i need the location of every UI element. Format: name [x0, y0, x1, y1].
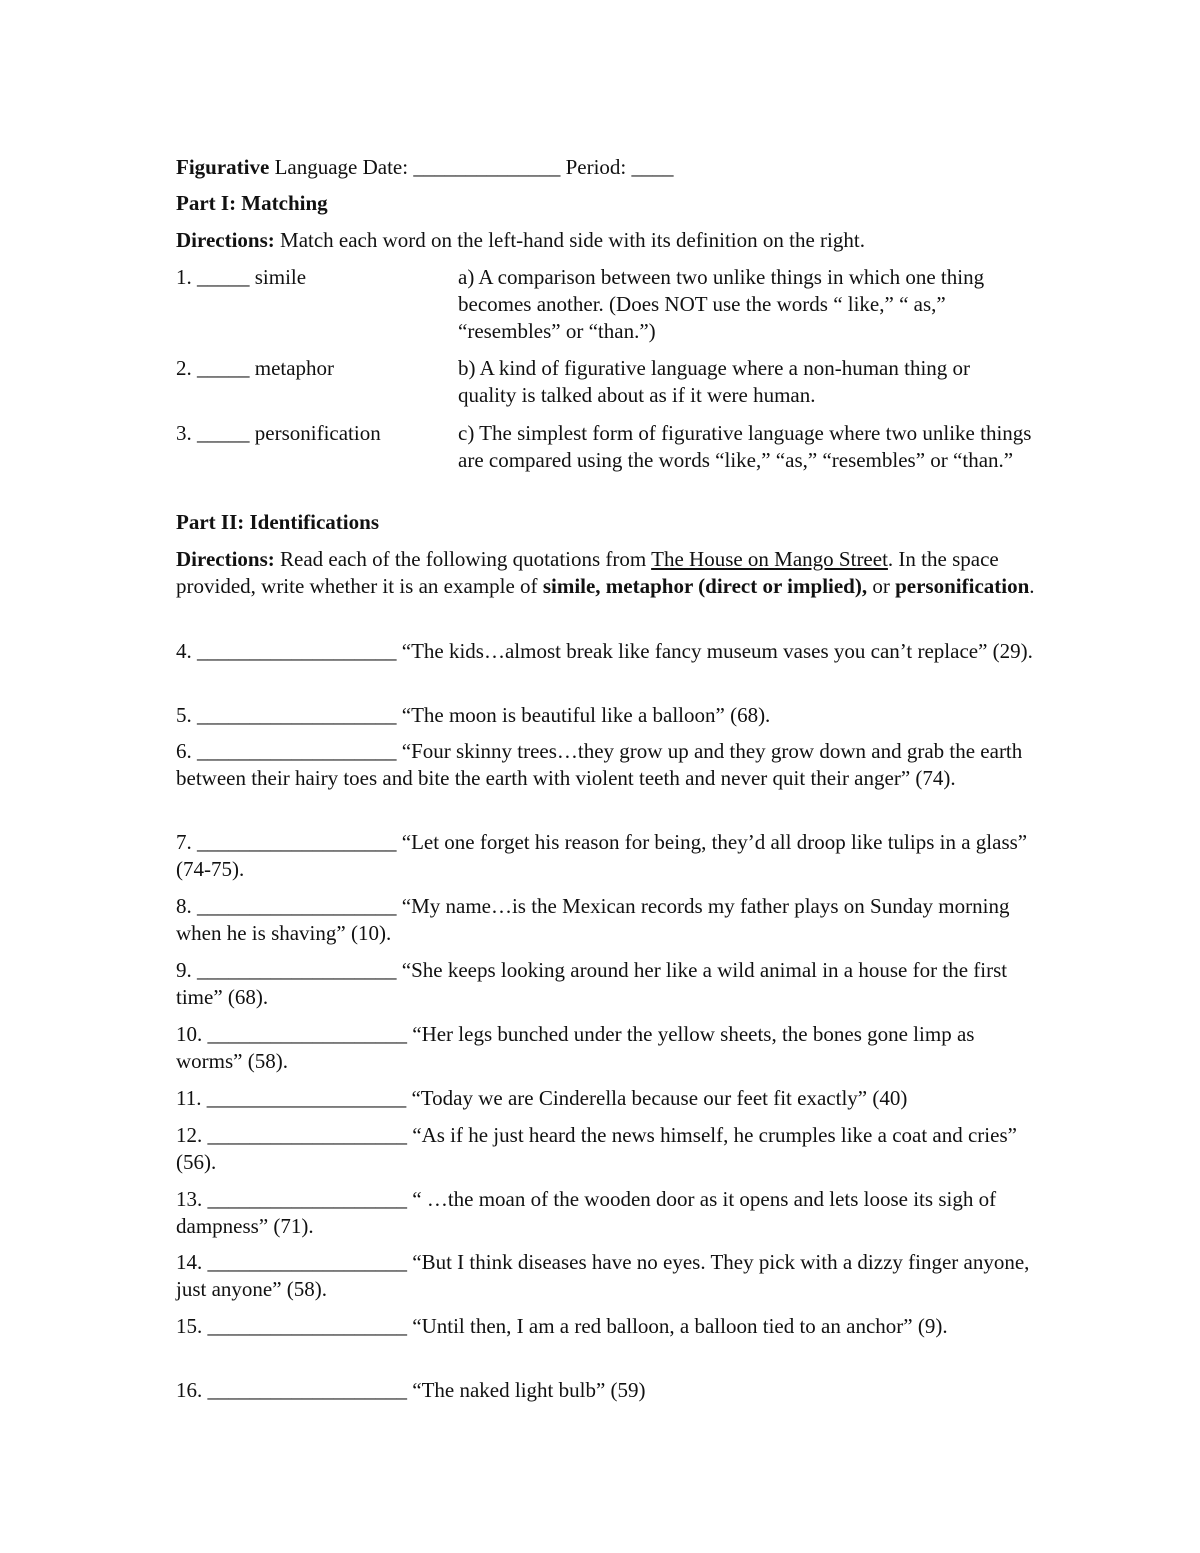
question-7: 7. ___________________ “Let one forget his reason for being, they’d all droop like tulips in a glass” (74-75).	[176, 830, 1028, 881]
question-12: 12. ___________________ “As if he just heard the news himself, he crumples like a coat and cries” (56).	[176, 1123, 1017, 1174]
part1-directions-label: Directions:	[176, 228, 275, 252]
part2-directions-label: Directions:	[176, 547, 275, 571]
definition-a: a) A comparison between two unlike things in which one thing becomes another. (Does NOT use the words “ like,” “ as,” “resembles” or “than.”)	[458, 265, 985, 343]
term-simile: 1. _____ simile	[176, 265, 307, 289]
question-6: 6. ___________________ “Four skinny trees…they grow up and they grow down and grab the earth between their hairy toes and bite the earth with violent teeth and never quit their anger” (74).	[176, 739, 1023, 790]
option-personification: personification	[895, 574, 1030, 598]
part1-directions-text: Match each word on the left-hand side with its definition on the right.	[274, 228, 865, 252]
question-11: 11. ___________________ “Today we are Cinderella because our feet fit exactly” (40)	[176, 1086, 908, 1110]
part1-heading: Part I: Matching	[176, 191, 328, 215]
part1-directions	[176, 227, 865, 254]
question-5: 5. ___________________ “The moon is beautiful like a balloon” (68).	[176, 703, 771, 727]
question-15: 15. ___________________ “Until then, I am a red balloon, a balloon tied to an anchor” (9).	[176, 1314, 948, 1338]
header-title-rest: Language Date: ______________ Period: ____	[269, 155, 674, 179]
header-title-bold: Figurative	[176, 155, 270, 179]
part2-heading: Part II: Identifications	[176, 510, 379, 534]
question-14: 14. ___________________ “But I think diseases have no eyes. They pick with a dizzy finger anyone, just anyone” (58).	[176, 1250, 1030, 1301]
worksheet-header	[176, 154, 674, 181]
options-bold: simile, metaphor (direct or implied),	[542, 574, 868, 598]
term-metaphor: 2. _____ metaphor	[176, 356, 335, 380]
part2-directions: Directions: Read each of the following quotations from The House on Mango Street. In the space provided, write whether it is an example of simile, metaphor (direct or implied), or personification.	[176, 547, 1035, 598]
definition-c: c) The simplest form of figurative language where two unlike things are compared using the words “like,” “as,” “resembles” or “than.”	[458, 421, 1032, 472]
term-personification: 3. _____ personification	[176, 421, 381, 445]
definition-b: b) A kind of figurative language where a non-human thing or quality is talked about as if it were human.	[458, 356, 971, 407]
question-10: 10. ___________________ “Her legs bunched under the yellow sheets, the bones gone limp as worms” (58).	[176, 1022, 975, 1073]
question-13: 13. ___________________ “ …the moan of the wooden door as it opens and lets loose its sigh of dampness” (71).	[176, 1187, 997, 1238]
question-16: 16. ___________________ “The naked light bulb” (59)	[176, 1378, 646, 1402]
book-title: The House on Mango Street	[651, 547, 888, 571]
question-4: 4. ___________________ “The kids…almost break like fancy museum vases you can’t replace” (29).	[176, 639, 1033, 663]
question-8: 8. ___________________ “My name…is the Mexican records my father plays on Sunday morning when he is shaving” (10).	[176, 894, 1010, 945]
question-9: 9. ___________________ “She keeps looking around her like a wild animal in a house for the first time” (68).	[176, 958, 1008, 1009]
